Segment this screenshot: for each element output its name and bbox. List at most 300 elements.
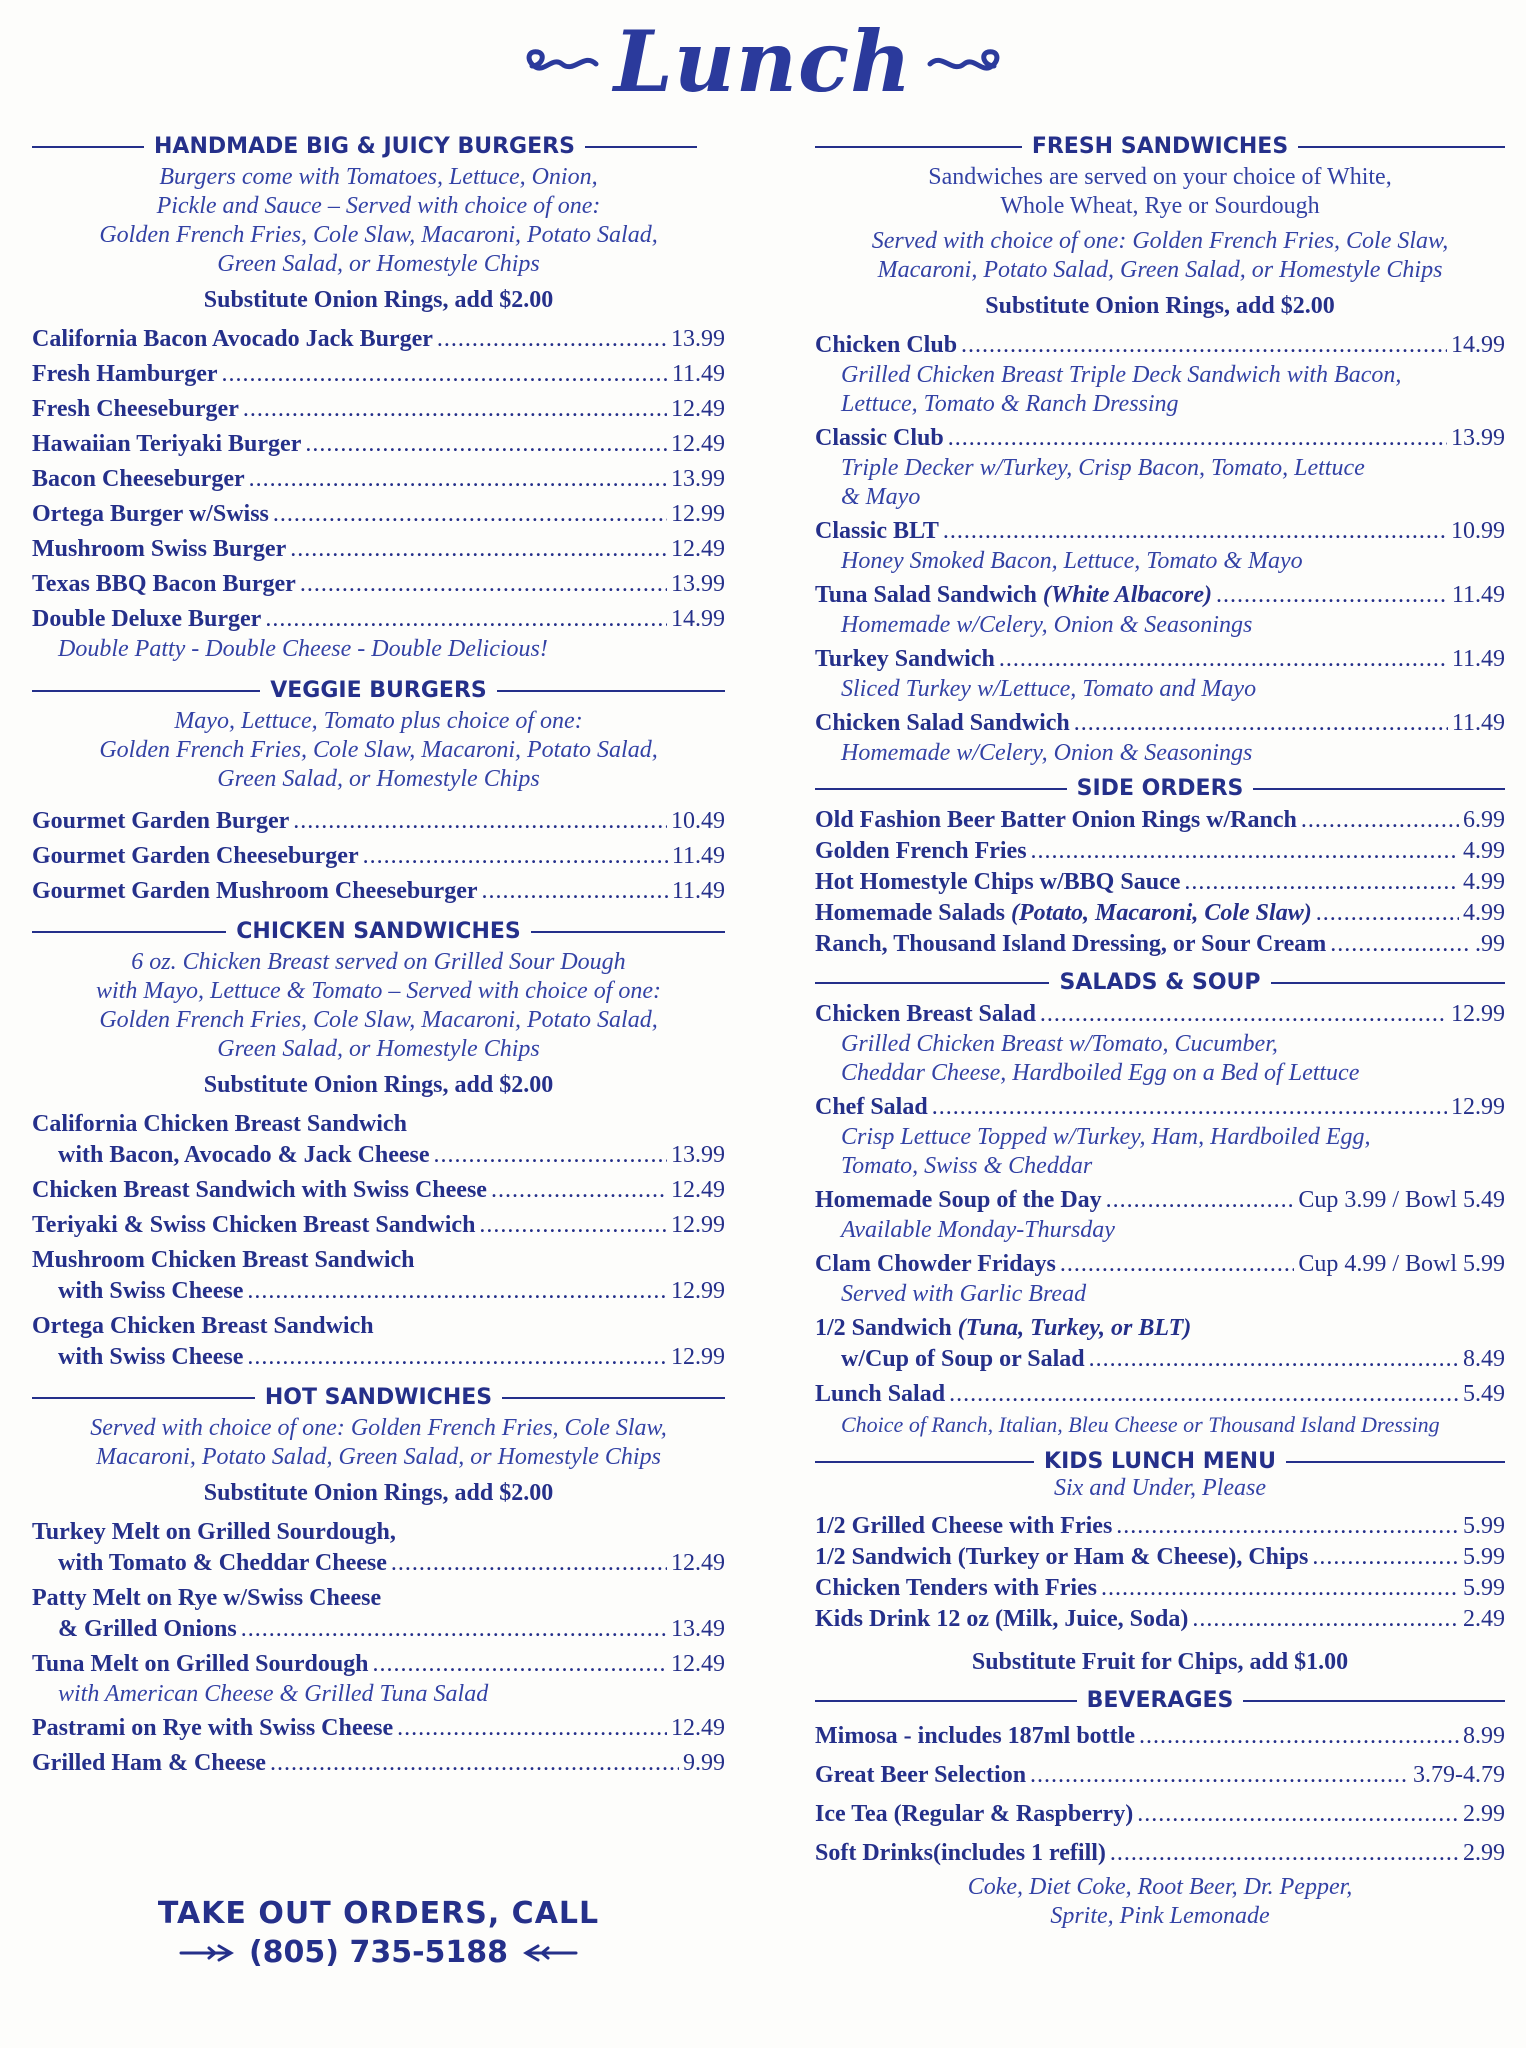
heading-rule [32, 1397, 255, 1399]
heading-rule [1298, 146, 1505, 148]
heading-text: SIDE ORDERS [1076, 776, 1244, 801]
substitute-note: Substitute Onion Rings, add $2.00 [203, 1072, 554, 1098]
section-heading [32, 134, 725, 159]
item-price: 11.49 [1451, 646, 1505, 672]
item-name-line2: with Tomato & Cheddar Cheese [58, 1550, 387, 1576]
item-name: Kids Drink 12 oz (Milk, Juice, Soda) [815, 1606, 1189, 1632]
note-line: Lettuce, Tomato & Ranch Dressing [841, 391, 1179, 417]
menu-item [815, 1313, 1505, 1375]
menu-item [815, 1838, 1505, 1869]
item-price: 6.99 [1463, 807, 1505, 833]
leader-dots [949, 1379, 1459, 1410]
menu-item [32, 1210, 725, 1241]
item-price: 5.99 [1463, 1575, 1505, 1601]
item-name: Gourmet Garden Mushroom Cheeseburger [32, 878, 478, 904]
heading-rule [815, 1461, 1034, 1463]
leader-dots [948, 423, 1447, 454]
item-price: 11.49 [671, 361, 725, 387]
menu-item [32, 1517, 725, 1579]
menu-item [32, 464, 725, 495]
item-note: Sliced Turkey w/Lettuce, Tomato and Mayo [841, 676, 1257, 702]
item-name [815, 1313, 1505, 1344]
menu-item [32, 806, 725, 837]
item-price: 4.99 [1463, 838, 1505, 864]
leader-dots [1106, 1185, 1295, 1216]
section-fresh [815, 134, 1505, 768]
leader-dots [1074, 708, 1448, 739]
menu-item [32, 1713, 725, 1744]
item-price: 8.49 [1463, 1346, 1505, 1372]
item-name: Homemade Soup of the Day [815, 1187, 1102, 1213]
desc-line: 6 oz. Chicken Breast served on Grilled Sour Dough [131, 949, 626, 975]
item-name-line2: & Grilled Onions [58, 1616, 237, 1642]
menu-item [32, 534, 725, 565]
menu-item [815, 929, 1505, 960]
section-veggie [32, 678, 725, 907]
menu-item [32, 1245, 725, 1307]
menu-item [32, 569, 725, 600]
section-heading [815, 1449, 1505, 1474]
item-name: Bacon Cheeseburger [32, 466, 245, 492]
leader-dots [437, 324, 667, 355]
item-name: Patty Melt on Rye w/Swiss Cheese [32, 1585, 382, 1611]
heading-rule [815, 982, 1049, 984]
menu-item [815, 1604, 1505, 1635]
leader-dots [1110, 1838, 1459, 1869]
desc-line: Sandwiches are served on your choice of White, [928, 164, 1392, 190]
item-name: Chicken Breast Salad [815, 1001, 1036, 1027]
item-name: Chicken Breast Sandwich with Swiss Cheese [32, 1177, 487, 1203]
item-price: 12.49 [671, 1550, 725, 1576]
item-name: Great Beer Selection [815, 1762, 1027, 1788]
menu-item [815, 898, 1505, 929]
desc-line: Green Salad, or Homestyle Chips [217, 766, 540, 792]
item-name: Double Deluxe Burger [32, 606, 262, 632]
item-price: 12.49 [671, 1715, 725, 1741]
leader-dots [247, 1342, 667, 1373]
leader-dots [1137, 1799, 1459, 1830]
heading-rule [497, 690, 725, 692]
item-name-line2: with Swiss Cheese [58, 1278, 244, 1304]
note-line: Crisp Lettuce Topped w/Turkey, Ham, Hardboiled Egg, [841, 1124, 1371, 1150]
item-name: Mushroom Chicken Breast Sandwich [32, 1247, 415, 1273]
item-price: 12.99 [671, 501, 725, 527]
takeout-block [32, 1896, 725, 1970]
menu-item [815, 1511, 1505, 1542]
item-note [815, 1123, 1505, 1181]
menu-item [815, 708, 1505, 768]
item-price: 12.49 [671, 396, 725, 422]
menu-item [32, 841, 725, 872]
item-name-main: Homemade Salads [815, 900, 1006, 926]
heading-text: VEGGIE BURGERS [270, 678, 487, 703]
desc-line: Macaroni, Potato Salad, Green Salad, or Homestyle Chips [877, 257, 1443, 283]
item-name-detail: (Potato, Macaroni, Cole Slaw) [1011, 900, 1312, 926]
item-name-main: 1/2 Sandwich [815, 1315, 952, 1341]
heading-rule [585, 146, 697, 148]
item-price: 11.49 [1451, 710, 1505, 736]
menu-item [32, 359, 725, 390]
leader-dots [243, 394, 667, 425]
menu-item [815, 1799, 1505, 1830]
item-price: 11.49 [671, 878, 725, 904]
leader-dots [290, 534, 667, 565]
item-name: Hawaiian Teriyaki Burger [32, 431, 302, 457]
heading-rule [531, 931, 725, 933]
menu-item [32, 876, 725, 907]
leader-dots [999, 644, 1448, 675]
heading-text: SALADS & SOUP [1059, 970, 1261, 995]
menu-item [815, 580, 1505, 640]
menu-item [32, 324, 725, 355]
heading-rule [815, 146, 1022, 148]
item-name [815, 580, 1212, 611]
heading-text: KIDS LUNCH MENU [1044, 1449, 1276, 1474]
item-name: 1/2 Sandwich (Turkey or Ham & Cheese), Chips [815, 1544, 1309, 1570]
menu-item [815, 1542, 1505, 1573]
item-name: Turkey Sandwich [815, 646, 995, 672]
heading-rule [1271, 982, 1505, 984]
menu-item [815, 999, 1505, 1088]
leader-dots [265, 604, 667, 635]
menu-item [32, 394, 725, 425]
item-price: Cup 3.99 / Bowl 5.49 [1298, 1187, 1505, 1213]
section-heading [32, 1385, 725, 1410]
item-name: Chicken Salad Sandwich [815, 710, 1070, 736]
item-name: Pastrami on Rye with Swiss Cheese [32, 1715, 394, 1741]
leader-dots [1312, 1542, 1459, 1573]
item-price: 13.99 [671, 1142, 725, 1168]
desc-line: Served with choice of one: Golden French Fries, Cole Slaw, [871, 228, 1449, 254]
item-name: Ice Tea (Regular & Raspberry) [815, 1801, 1134, 1827]
leader-dots [363, 841, 668, 872]
item-name-line2: w/Cup of Soup or Salad [841, 1346, 1085, 1372]
item-name: California Bacon Avocado Jack Burger [32, 326, 433, 352]
leader-dots [1301, 805, 1459, 836]
item-name: Turkey Melt on Grilled Sourdough, [32, 1519, 396, 1545]
desc-line: Green Salad, or Homestyle Chips [217, 1036, 540, 1062]
heading-rule [32, 931, 226, 933]
right-flourish-icon [926, 44, 1008, 80]
item-price: 12.99 [1451, 1094, 1505, 1120]
leader-dots [1316, 898, 1459, 929]
desc-line: with Mayo, Lettuce & Tomato – Served with choice of one: [95, 978, 662, 1004]
item-price: 14.99 [1451, 332, 1505, 358]
item-price: 8.99 [1463, 1723, 1505, 1749]
item-price: 12.99 [671, 1344, 725, 1370]
item-name: Soft Drinks(includes 1 refill) [815, 1840, 1106, 1866]
substitute-note: Substitute Fruit for Chips, add $1.00 [971, 1649, 1349, 1675]
leader-dots [247, 1276, 667, 1307]
section-salads [815, 970, 1505, 1439]
leader-dots [1116, 1511, 1459, 1542]
item-name: Golden French Fries [815, 838, 1027, 864]
note-line: Grilled Chicken Breast w/Tomato, Cucumber, [841, 1031, 1278, 1057]
item-name-main: Tuna Salad Sandwich [815, 582, 1037, 608]
leader-dots [1330, 929, 1471, 960]
menu-item [815, 644, 1505, 704]
note-line: Triple Decker w/Turkey, Crisp Bacon, Tomato, Lettuce [841, 455, 1365, 481]
item-price: 14.99 [671, 606, 725, 632]
section-description [32, 948, 725, 1064]
item-name: Fresh Hamburger [32, 361, 218, 387]
leader-dots [293, 806, 667, 837]
leader-dots [391, 1548, 667, 1579]
item-name: Fresh Cheeseburger [32, 396, 239, 422]
section-description [815, 1873, 1505, 1931]
left-arrow-icon [179, 1943, 239, 1963]
menu-item [32, 1109, 725, 1171]
section-beverages [815, 1688, 1505, 1931]
item-note [815, 361, 1505, 419]
desc-line: Sprite, Pink Lemonade [1050, 1903, 1270, 1929]
item-name: Mimosa - includes 187ml bottle [815, 1723, 1135, 1749]
leader-dots [1031, 836, 1459, 867]
item-price: 5.99 [1463, 1513, 1505, 1539]
item-price: 12.99 [671, 1278, 725, 1304]
item-price: 13.99 [671, 571, 725, 597]
menu-item [815, 1185, 1505, 1245]
heading-rule [815, 1700, 1077, 1702]
item-name: California Chicken Breast Sandwich [32, 1111, 407, 1137]
item-name: Classic Club [815, 425, 944, 451]
leader-dots [961, 330, 1447, 361]
item-price: 13.99 [1451, 425, 1505, 451]
menu-item [32, 1583, 725, 1645]
item-price: 12.49 [671, 1651, 725, 1677]
item-name: Chicken Tenders with Fries [815, 1575, 1098, 1601]
heading-text: HANDMADE BIG & JUICY BURGERS [154, 134, 575, 159]
item-name: Gourmet Garden Cheeseburger [32, 843, 359, 869]
menu-item [32, 1311, 725, 1373]
section-chicken [32, 919, 725, 1373]
item-note [815, 454, 1505, 512]
item-price: 12.99 [671, 1212, 725, 1238]
section-description [32, 163, 725, 279]
leader-dots [222, 359, 668, 390]
item-price: 3.79-4.79 [1413, 1762, 1505, 1788]
section-description [815, 163, 1505, 221]
section-description [815, 227, 1505, 285]
item-name: Classic BLT [815, 518, 939, 544]
menu-item [815, 1092, 1505, 1181]
menu-item [815, 1721, 1505, 1752]
section-hot [32, 1385, 725, 1779]
item-name-detail: (Tuna, Turkey, or BLT) [957, 1315, 1192, 1341]
heading-rule [32, 146, 144, 148]
menu-item [815, 1573, 1505, 1604]
section-heading [815, 970, 1505, 995]
section-description [32, 707, 725, 794]
desc-line: Golden French Fries, Cole Slaw, Macaroni, Potato Salad, [99, 1007, 658, 1033]
item-name: Tuna Melt on Grilled Sourdough [32, 1651, 369, 1677]
menu-item [815, 423, 1505, 512]
item-name: Chef Salad [815, 1094, 928, 1120]
leader-dots [241, 1614, 667, 1645]
item-name: Ortega Chicken Breast Sandwich [32, 1313, 374, 1339]
menu-item [32, 604, 725, 635]
desc-line: Served with choice of one: Golden French Fries, Cole Slaw, [90, 1415, 667, 1441]
leader-dots [300, 569, 667, 600]
item-name: Gourmet Garden Burger [32, 808, 290, 834]
leader-dots [482, 876, 668, 907]
takeout-label: TAKE OUT ORDERS, CALL [157, 1896, 600, 1931]
heading-rule [815, 788, 1067, 790]
heading-rule [1243, 1700, 1505, 1702]
menu-item [32, 499, 725, 530]
heading-text: BEVERAGES [1086, 1688, 1234, 1713]
desc-line: Pickle and Sauce – Served with choice of one: [156, 193, 601, 219]
phone-number[interactable]: (805) 735-5188 [248, 1935, 509, 1970]
item-price: Cup 4.99 / Bowl 5.99 [1298, 1251, 1505, 1277]
leader-dots [1040, 999, 1447, 1030]
item-name: Lunch Salad [815, 1381, 946, 1407]
heading-rule [32, 690, 260, 692]
item-name: Old Fashion Beer Batter Onion Rings w/Ranch [815, 807, 1297, 833]
item-price: 12.49 [671, 536, 725, 562]
item-note: Available Monday-Thursday [841, 1217, 1115, 1243]
heading-text: HOT SANDWICHES [264, 1385, 493, 1410]
item-note: with American Cheese & Grilled Tuna Salad [58, 1681, 489, 1707]
item-name-line2: with Swiss Cheese [58, 1344, 244, 1370]
heading-text: FRESH SANDWICHES [1031, 134, 1289, 159]
item-note [815, 1030, 1505, 1088]
leader-dots [1139, 1721, 1459, 1752]
item-price: 12.99 [1451, 1001, 1505, 1027]
note-line: & Mayo [841, 484, 921, 510]
substitute-note: Substitute Onion Rings, add $2.00 [985, 293, 1335, 319]
heading-rule [1253, 788, 1505, 790]
section-kids [815, 1449, 1505, 1676]
item-price: 12.49 [671, 431, 725, 457]
leader-dots [1216, 580, 1448, 611]
item-price: 10.49 [671, 808, 725, 834]
item-name: Hot Homestyle Chips w/BBQ Sauce [815, 869, 1181, 895]
section-heading [815, 134, 1505, 159]
menu-item [32, 1175, 725, 1206]
section-burgers [32, 134, 725, 664]
item-name: Texas BBQ Bacon Burger [32, 571, 296, 597]
menu-item [815, 1379, 1505, 1439]
item-name: Ortega Burger w/Swiss [32, 501, 269, 527]
item-note: Choice of Ranch, Italian, Bleu Cheese or Thousand Island Dressing [841, 1412, 1440, 1437]
leader-dots [479, 1210, 667, 1241]
item-price: 11.49 [1451, 582, 1505, 608]
item-name: Chicken Club [815, 332, 958, 358]
item-price: 2.99 [1463, 1801, 1505, 1827]
title-block [0, 12, 1526, 111]
item-price: 9.99 [683, 1750, 725, 1776]
section-heading [32, 678, 725, 703]
left-flourish-icon [518, 44, 600, 80]
menu-item [815, 330, 1505, 419]
desc-line: Mayo, Lettuce, Tomato plus choice of one: [174, 708, 583, 734]
menu-item [815, 836, 1505, 867]
menu-item [32, 1748, 725, 1779]
section-sides [815, 776, 1505, 960]
desc-line: Coke, Diet Coke, Root Beer, Dr. Pepper, [967, 1874, 1353, 1900]
desc-line: Golden French Fries, Cole Slaw, Macaroni, Potato Salad, [99, 737, 658, 763]
item-price: 5.49 [1463, 1381, 1505, 1407]
leader-dots [1030, 1760, 1409, 1791]
item-name-detail: (White Albacore) [1042, 582, 1212, 608]
note-line: Grilled Chicken Breast Triple Deck Sandwich with Bacon, [841, 362, 1402, 388]
menu-item [32, 1649, 725, 1709]
left-column [32, 128, 725, 1785]
item-note: Served with Garlic Bread [841, 1281, 1087, 1307]
leader-dots [1089, 1344, 1459, 1375]
heading-text: CHICKEN SANDWICHES [236, 919, 521, 944]
item-price: 10.99 [1451, 518, 1505, 544]
menu-item [815, 1249, 1505, 1309]
item-price: 2.49 [1463, 1606, 1505, 1632]
item-name: Clam Chowder Fridays [815, 1251, 1056, 1277]
right-column [815, 128, 1505, 1937]
item-price: 13.99 [671, 466, 725, 492]
item-note: Honey Smoked Bacon, Lettuce, Tomato & Mayo [841, 548, 1303, 574]
item-price: 4.99 [1463, 869, 1505, 895]
item-name-line2: with Bacon, Avocado & Jack Cheese [58, 1142, 430, 1168]
item-price: 5.99 [1463, 1544, 1505, 1570]
leader-dots [932, 1092, 1447, 1123]
leader-dots [491, 1175, 667, 1206]
phone-line [32, 1935, 725, 1970]
menu-item [815, 805, 1505, 836]
item-price: 11.49 [671, 843, 725, 869]
item-name: Grilled Ham & Cheese [32, 1750, 266, 1776]
item-note: Double Patty - Double Cheese - Double Delicious! [58, 636, 548, 662]
section-heading [815, 1688, 1505, 1713]
substitute-note: Substitute Onion Rings, add $2.00 [203, 287, 554, 313]
leader-dots [397, 1713, 667, 1744]
leader-dots [1184, 867, 1459, 898]
menu-item [815, 516, 1505, 576]
desc-line: Golden French Fries, Cole Slaw, Macaroni, Potato Salad, [99, 222, 658, 248]
menu-item [815, 1760, 1505, 1791]
leader-dots [1101, 1573, 1459, 1604]
heading-rule [1286, 1461, 1505, 1463]
substitute-note: Substitute Onion Rings, add $2.00 [203, 1480, 554, 1506]
section-description [32, 1414, 725, 1472]
section-heading [32, 919, 725, 944]
note-line: Tomato, Swiss & Cheddar [841, 1153, 1093, 1179]
item-price: 4.99 [1463, 900, 1505, 926]
right-arrow-icon [518, 1943, 578, 1963]
page-title: Lunch [613, 12, 913, 111]
heading-rule [502, 1397, 725, 1399]
item-name: Ranch, Thousand Island Dressing, or Sour Cream [815, 931, 1327, 957]
desc-line: Burgers come with Tomatoes, Lettuce, Onion, [159, 164, 598, 190]
item-price: 2.99 [1463, 1840, 1505, 1866]
item-name: Teriyaki & Swiss Chicken Breast Sandwich [32, 1212, 476, 1238]
note-line: Cheddar Cheese, Hardboiled Egg on a Bed of Lettuce [841, 1060, 1360, 1086]
item-name [815, 898, 1312, 929]
leader-dots [270, 1748, 679, 1779]
leader-dots [305, 429, 667, 460]
leader-dots [434, 1140, 667, 1171]
leader-dots [249, 464, 667, 495]
leader-dots [943, 516, 1447, 547]
item-note: Homemade w/Celery, Onion & Seasonings [841, 740, 1253, 766]
leader-dots [1060, 1249, 1294, 1280]
item-name: Mushroom Swiss Burger [32, 536, 287, 562]
leader-dots [1192, 1604, 1459, 1635]
section-description: Six and Under, Please [1054, 1475, 1266, 1501]
item-price: 13.49 [671, 1616, 725, 1642]
desc-line: Macaroni, Potato Salad, Green Salad, or Homestyle Chips [96, 1444, 661, 1470]
desc-line: Green Salad, or Homestyle Chips [217, 251, 540, 277]
item-name: 1/2 Grilled Cheese with Fries [815, 1513, 1113, 1539]
